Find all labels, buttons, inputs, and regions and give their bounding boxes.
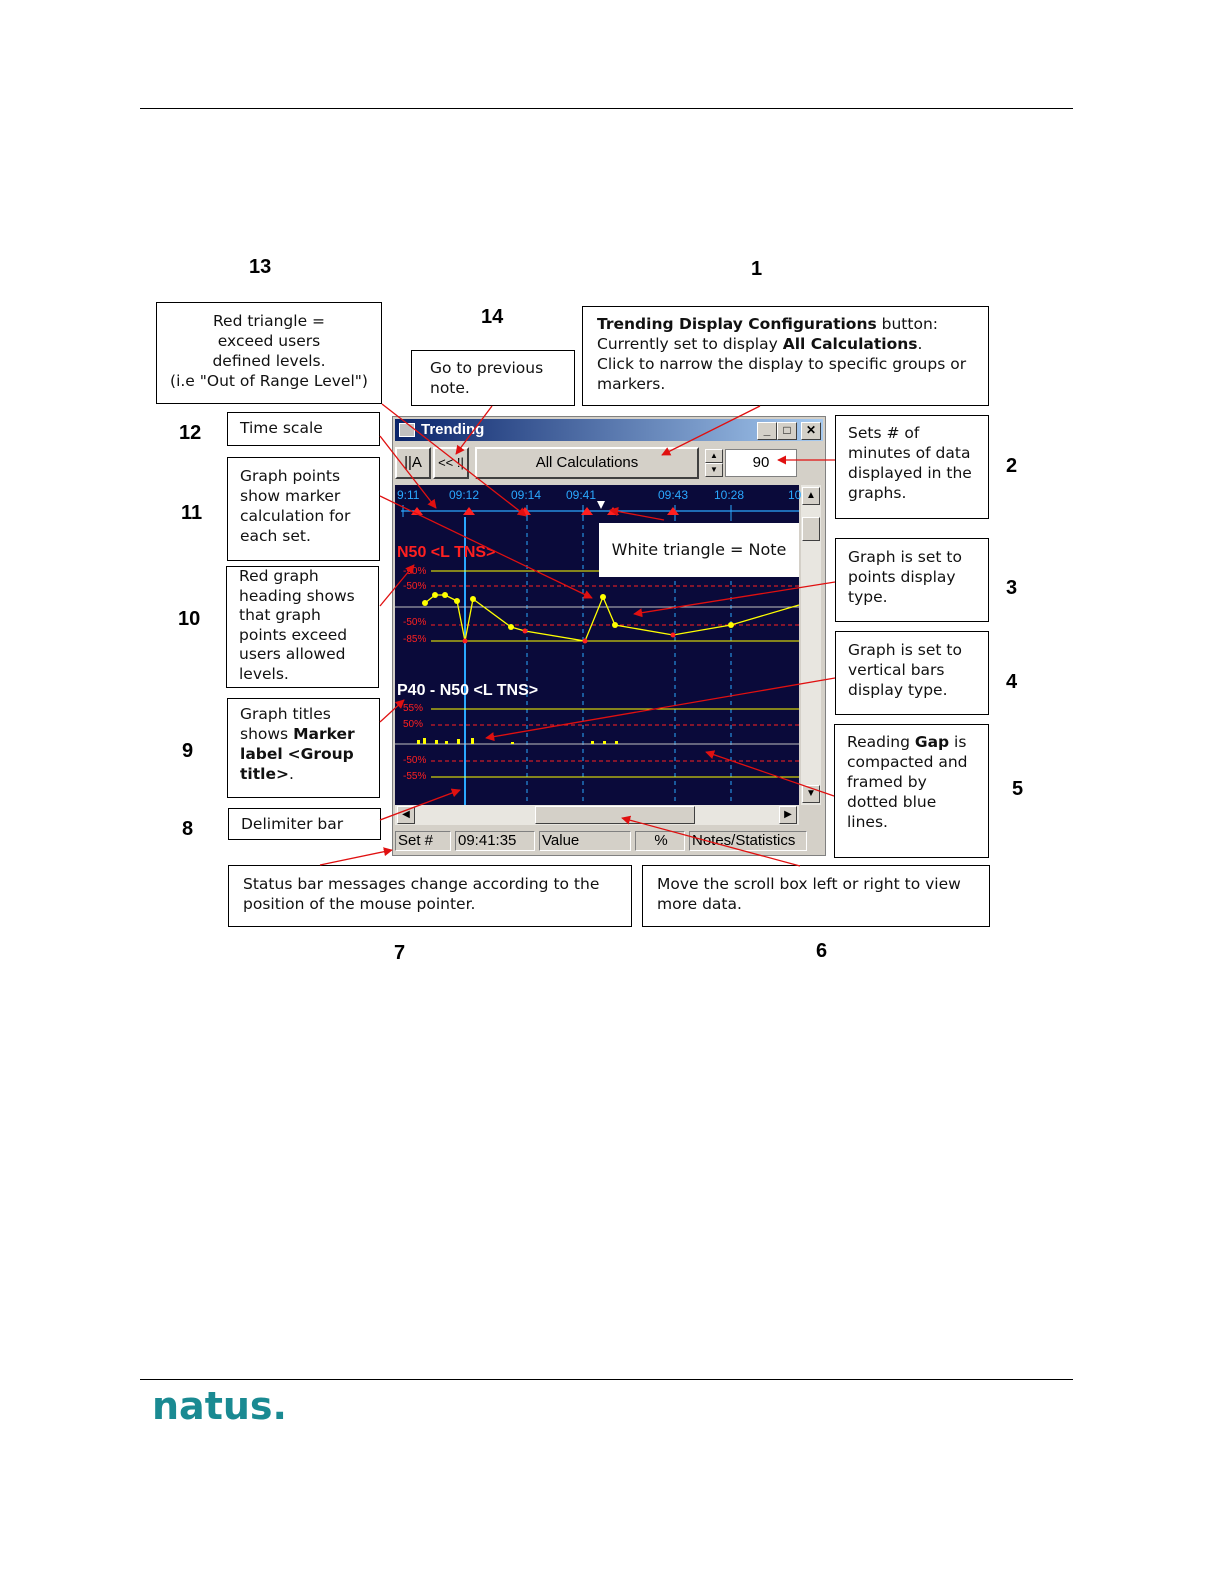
scroll-right-icon[interactable]: ▶ (779, 806, 797, 824)
callout-number-8: 8 (182, 818, 194, 840)
time-label: 10:28 (714, 488, 745, 502)
time-label: 10 (788, 488, 802, 502)
callout-number-11: 11 (181, 502, 203, 524)
status-percent: % (635, 831, 685, 851)
natus-logo: natus. (152, 1384, 287, 1428)
window-title: Trending (421, 421, 485, 438)
callout-3-points-type: Graph is set to points display type. (835, 538, 989, 622)
callout-number-6: 6 (816, 940, 828, 962)
status-bar (395, 829, 823, 853)
status-set: Set # (395, 831, 451, 851)
minutes-input[interactable]: 90 (725, 449, 797, 477)
time-label: 09:43 (658, 488, 689, 502)
callout-12-time-scale: Time scale (227, 412, 380, 446)
time-label: 09:41 (566, 488, 597, 502)
status-value: Value (539, 831, 631, 851)
horizontal-scroll-box[interactable] (535, 806, 695, 824)
callout-number-9: 9 (182, 740, 194, 762)
callout-number-2: 2 (1006, 455, 1018, 477)
level-label: -50% (403, 581, 427, 592)
callout-13-red-triangle: Red triangle = exceed users defined levels. (i.e "Out of Range Level") (156, 302, 382, 404)
level-label: 55% (403, 703, 424, 714)
callout-1-display-config: Trending Display Configurations button: Currently set to display All Calculations. Click to narrow the display to specific groups or markers. (582, 306, 989, 406)
callout-14-previous-note: Go to previous note. (411, 350, 575, 406)
callout-7-status-bar: Status bar messages change according to the position of the mouse pointer. (228, 865, 632, 927)
callout-2-minutes: Sets # of minutes of data displayed in the graphs. (835, 415, 989, 519)
callout-number-12: 12 (179, 422, 202, 444)
time-label: 9:11 (397, 488, 420, 502)
status-notes: Notes/Statistics (689, 831, 807, 851)
callout-number-5: 5 (1012, 778, 1024, 800)
callout-number-4: 4 (1006, 671, 1018, 693)
scroll-left-icon[interactable]: ◀ (397, 806, 415, 824)
level-label: -90% (403, 566, 427, 577)
callout-8-delimiter-bar: Delimiter bar (228, 808, 381, 840)
callout-4-bars-type: Graph is set to vertical bars display type. (835, 631, 989, 715)
close-icon[interactable]: ✕ (801, 422, 821, 440)
callout-11-graph-points: Graph points show marker calculation for each set. (227, 457, 380, 561)
time-label: 09:12 (449, 488, 480, 502)
callout-number-10: 10 (178, 608, 201, 630)
callout-10-red-heading: Red graph heading shows that graph points exceed users allowed levels. (226, 566, 379, 688)
auto-scale-button[interactable]: ||A (395, 447, 431, 479)
footer-rule (140, 1379, 1073, 1380)
spin-up-button[interactable]: ▲ (705, 449, 723, 463)
callout-9-graph-titles: Graph titles shows Marker label <Group title>. (227, 698, 380, 798)
time-label: 09:14 (511, 488, 542, 502)
level-label: -50% (403, 755, 427, 766)
callout-5-reading-gap: Reading Gap is compacted and framed by dotted blue lines. (834, 724, 989, 858)
header-rule (140, 108, 1073, 109)
callout-6-scroll-box: Move the scroll box left or right to view more data. (642, 865, 990, 927)
window-titlebar[interactable] (395, 419, 823, 441)
callout-number-13: 13 (249, 256, 272, 278)
callout-number-1: 1 (751, 258, 763, 280)
graph2-title: P40 - N50 <L TNS> (397, 682, 539, 699)
scroll-down-icon[interactable]: ▼ (802, 785, 820, 803)
level-label: 50% (403, 719, 424, 730)
note-popup: White triangle = Note (599, 523, 799, 577)
maximize-icon[interactable]: □ (777, 422, 797, 440)
horizontal-scrollbar[interactable] (395, 805, 799, 825)
spin-down-button[interactable]: ▼ (705, 463, 723, 477)
status-time: 09:41:35 (455, 831, 535, 851)
graph1-title: N50 <L TNS> (397, 544, 496, 561)
vertical-scrollbar[interactable] (801, 485, 821, 805)
minimize-icon[interactable]: _ (757, 422, 777, 440)
callout-number-14: 14 (481, 306, 504, 328)
previous-note-button[interactable]: << !| (433, 447, 469, 479)
level-label: -55% (403, 771, 427, 782)
level-label: -85% (403, 634, 427, 645)
app-icon (399, 423, 415, 437)
callout-number-7: 7 (394, 942, 406, 964)
vertical-scroll-thumb[interactable] (802, 517, 820, 541)
display-configurations-button[interactable]: All Calculations (475, 447, 699, 479)
callout-number-3: 3 (1006, 577, 1018, 599)
trending-window (392, 416, 826, 856)
scroll-up-icon[interactable]: ▲ (802, 487, 820, 505)
level-label: -50% (403, 617, 427, 628)
